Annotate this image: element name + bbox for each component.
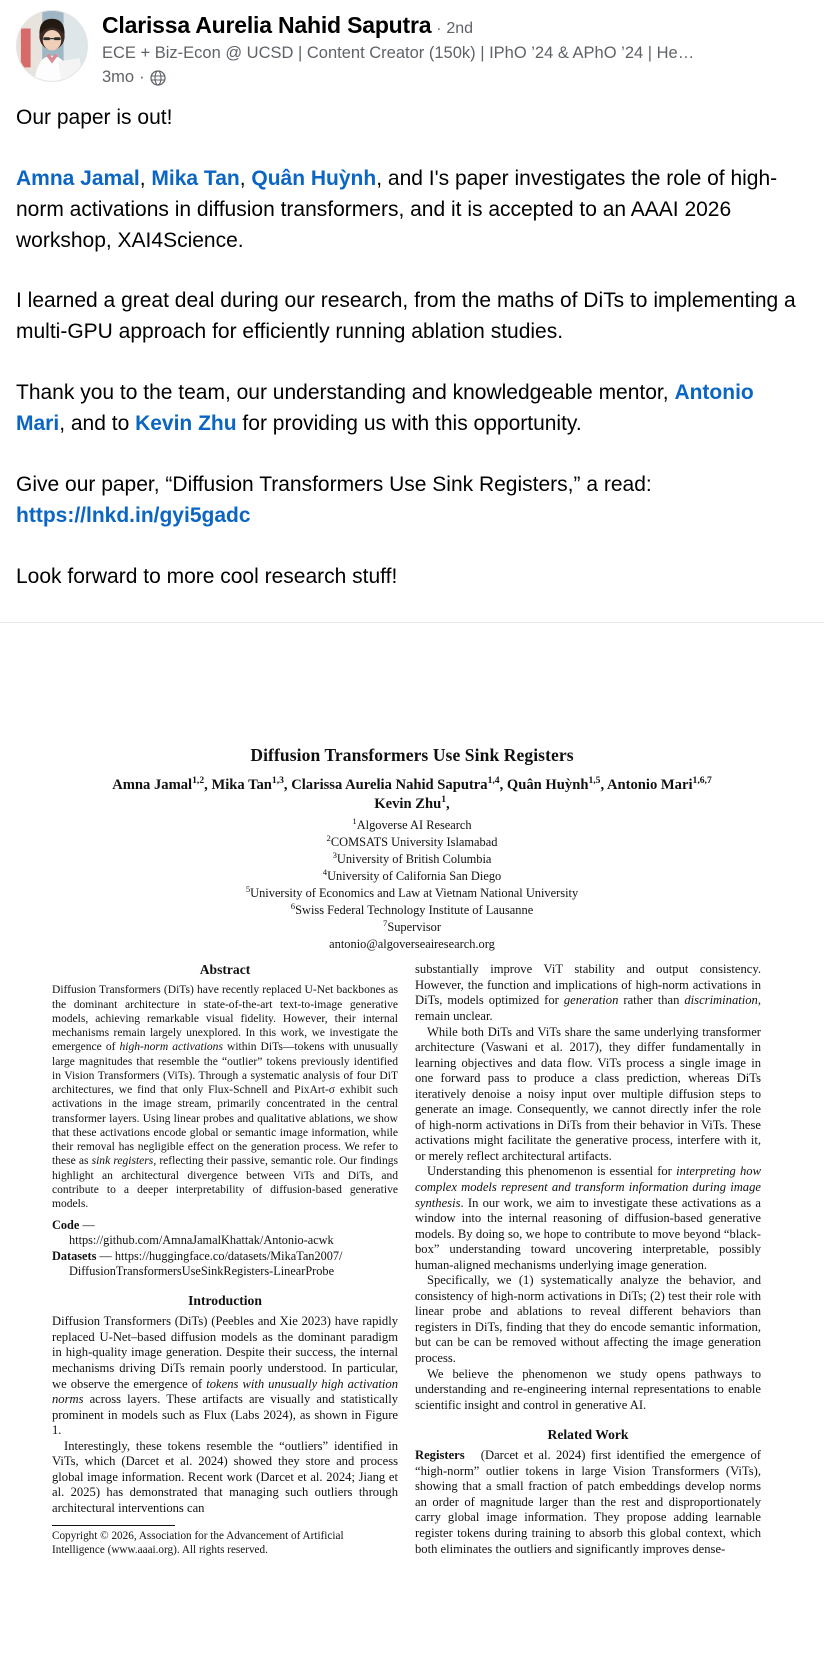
right3-part-b: . In our work, we aim to investigate these activations as a window into the internal reasoning of diffusion-based generative models. By doing so, we hope to contribute to move beyond “black-box” understanding toward uncovering interpretable, possibly human-aligned mechanisms underlying image generation. [415,1195,761,1272]
post-paragraph-1: Our paper is out! [16,106,173,129]
affiliation-sup: 6 [290,901,296,912]
author-sep: , [446,796,450,813]
post-paragraph-2-rest: , and I's paper investigates the role of high-norm activations in diffusion transformers, and it is accepted to an AAAI 2026 workshop, XAI4Science. [16,166,778,252]
datasets-label: Datasets [52,1249,97,1264]
affiliation-item [52,918,772,935]
section-gap-right [415,1413,761,1427]
registers-label: Registers [415,1448,465,1463]
abstract-italic-2: sink registers [91,1155,154,1168]
post-paragraph-4 [16,378,808,440]
code-dash: — [79,1218,95,1233]
linkedin-post [0,0,824,623]
affiliation-sup: 4 [322,867,328,878]
post-header [0,0,824,91]
post-paragraph-3: I learned a great deal during our research, from the maths of DiTs to implementing a multi-GPU approach for efficiently running ablation studies. [16,289,796,344]
author-name-text: Antonio Mari [606,777,693,794]
paper-top-margin [0,623,824,745]
mention-antonio-mari[interactable]: Antonio Mari [16,381,754,436]
author-entry [607,777,712,793]
abstract-part-2: within DiTs—tokens with unusually large magnitudes that resemble the “outlier” tokens previously identified in Vision Transformers (ViTs). Through a systematic analysis of four DiT architectures, we find that only Flux-Schnell and PixArt-σ exhibit such activations in the image stream, primarily concentrated in the central transformer layers. Using linear probes and qualitative ablations, we show that these activations encode global or semantic image information, while their removal has negligible effect on the generation process. We refer to these as [52,1041,399,1168]
affiliation-sup: 2 [326,833,331,844]
author-affil-sup: 1,2 [192,775,205,787]
author-block [88,10,808,87]
meta-separator: · [139,68,145,86]
paper-title: Diffusion Transformers Use Sink Registers [250,745,574,766]
affiliation-text: University of California San Diego [327,869,502,884]
right-paragraph-1 [415,962,761,1024]
thanks-suffix: for providing us with this opportunity. [236,412,582,436]
author-name-text: Quân Huỳnh [506,777,589,794]
author-entry [211,777,291,793]
affiliation-text: University of British Columbia [336,852,492,867]
abstract-heading: Abstract [199,962,251,978]
abstract-italic-1: high-norm activations [119,1041,223,1054]
right3-italic: interpreting how complex models represent and transform information during image synthesis [415,1164,761,1210]
author-name-text: Kevin Zhu [374,796,442,813]
post-meta [102,68,808,87]
affiliation-text: COMSATS University Islamabad [330,835,498,850]
author-affil-sup: 1 [441,794,447,806]
author-sep: , [499,777,507,794]
paper-read-prefix: Give our paper, “Diffusion Transformers Use Sink Registers,” a read: [16,472,652,496]
author-entry [507,777,607,793]
right-italic-2: discrimination [684,993,758,1008]
affiliation-sup: 1 [352,816,357,827]
paper-affiliations [52,816,772,935]
affiliation-item [52,867,772,884]
post-paragraph-5 [16,470,808,532]
post-body [0,91,824,608]
affiliation-item [52,833,772,850]
mention-quan-huynh[interactable]: Quân Huỳnh [251,166,377,190]
affiliation-item [52,816,772,833]
paper-page [0,745,824,1565]
contact-email: antonio@algoverseairesearch.org [329,937,495,952]
post-paragraph-2 [16,164,808,257]
right-paragraph-4: Specifically, we (1) systematically analyze the behavior, and consistency of high-norm activations in DiTs; (2) test their role with linear probe and ablations to reveal different behaviors than registers in DiTs, finding that they do encode semantic information, but can be can be removed without affecting the image generation process. [415,1273,761,1366]
right-part-a: substantially improve ViT stability and output consistency. However, the function and implications of high-norm activations in DiTs, models optimized for [415,962,761,1008]
paper-authors [52,775,772,813]
affiliation-sup: 5 [245,884,251,895]
datasets-url-part2[interactable]: DiffusionTransformersUseSinkRegisters-LinearProbe [69,1264,335,1279]
affiliation-text: Swiss Federal Technology Institute of Lausanne [295,903,534,918]
intro-paragraph-2: Interestingly, these tokens resemble the “outliers” identified in ViTs, which (Darcet et al. 2024) showed they store and process global image information. Recent work (Darcet et al. 2024; Jiang et al. 2025) has demonstrated that managing such outliers through architectural interventions can [52,1438,398,1515]
affiliation-text: University of Economics and Law at Vietnam National University [250,886,579,901]
paper-left-column [52,962,398,1557]
affiliation-item [52,884,772,901]
introduction-heading: Introduction [188,1293,262,1309]
registers-paragraph [415,1448,761,1557]
related-work-heading: Related Work [547,1427,629,1443]
thanks-prefix: Thank you to the team, our understanding and knowledgeable mentor, [16,381,675,405]
intro-paragraph-1 [52,1314,398,1438]
post-timestamp: 3mo [102,68,135,86]
author-headline: ECE + Biz-Econ @ UCSD | Content Creator (150k) | IPhO ’24 & APhO ’24 | He… [102,44,695,62]
right3-part-a: Understanding this phenomenon is essential for [427,1164,677,1179]
datasets-dash: — [96,1249,115,1264]
abstract-part-1: Diffusion Transformers (DiTs) have recently replaced U-Net backbones as the dominant architecture in state-of-the-art text-to-image generative models, achieving remarkable visual fidelity. However, their internal mechanisms remain largely unexplored. In this work, we investigate the emergence of [52,984,398,1054]
code-resource [52,1218,398,1248]
intro-part-b: across layers. These artifacts are visually and statistically prominent in models such as Flux (Labs 2024), as shown in Figure 1. [52,1392,398,1438]
intro-italic: tokens with unusually high activation norms [52,1376,398,1407]
right-part-c: , remain unclear. [415,993,761,1023]
author-name-text: Mika Tan [211,777,272,794]
paper-columns [52,962,772,1557]
mention-mika-tan[interactable]: Mika Tan [151,166,240,190]
author-separator: · [436,20,442,37]
author-sep: , [600,777,607,794]
mention-kevin-zhu[interactable]: Kevin Zhu [135,412,237,436]
right-paragraph-5: We believe the phenomenon we study opens pathways to understanding and re-engineering internal representations to enable scientific insight and control in generative AI. [415,1366,761,1412]
affiliation-text: Algoverse AI Research [356,818,472,833]
author-sep: , [204,777,212,794]
author-entry [112,777,211,793]
author-affil-sup: 1,6,7 [692,775,712,787]
author-name-text: Amna Jamal [112,777,193,794]
code-url[interactable]: https://github.com/AmnaJamalKhattak/Antonio-acwk [69,1233,334,1248]
abstract-part-3: , reflecting their passive, semantic role. Our findings highlight an architectural divergence between ViTs and DiTs, and contribute to a deeper interpretability of diffusion-based generative models. [52,1155,398,1211]
mention-amna-jamal[interactable]: Amna Jamal [16,166,140,190]
datasets-url-part1[interactable]: https://huggingface.co/datasets/MikaTan2007/ [114,1249,343,1264]
intro-part-a: Diffusion Transformers (DiTs) (Peebles and Xie 2023) have rapidly replaced U-Net–based diffusion models as the dominant paradigm in high-quality image generation. Despite their success, the internal mechanisms driving DiTs remain poorly understood. In particular, we observe the emergence of [52,1314,398,1391]
comma-1: , [139,166,152,190]
paper-preview-image[interactable] [0,623,824,1565]
author-entry [291,777,507,793]
right-paragraph-2: While both DiTs and ViTs share the same underlying transformer architecture (Vaswani et al. 2017), they differ fundamentally in learning objectives and data flow. ViTs process a single image in one forward pass to produce a class prediction, whereas DiTs iteratively denoise a noisy input over multiple diffusion steps to generate an image. Consequently, we cannot directly infer the role of high-norm activations in DiTs from their behavior in ViTs. These activations might facilitate the generative process, interfere with it, or merely reflect architectural artifacts. [415,1024,761,1163]
author-affil-sup: 1,3 [271,775,284,787]
author-entry-line2 [52,794,772,813]
paper-right-column [415,962,761,1557]
author-sep: , [283,777,292,794]
code-label: Code [52,1218,80,1233]
author-name[interactable]: Clarissa Aurelia Nahid Saputra [102,12,432,38]
post-paragraph-6: Look forward to more cool research stuff! [16,564,398,588]
globe-icon [150,70,166,86]
thanks-middle: , and to [59,412,136,436]
registers-text: (Darcet et al. 2024) first identified the emergence of “high-norm” outlier tokens in large Vision Transformers (ViTs), showing that a small fraction of patch embeddings develop norms an order of magnitude larger than the rest and disproportionately carry global image information. They propose adding learnable register tokens during training to absorb this global context, which both eliminates the outliers and significantly improves dense- [415,1448,761,1556]
section-gap [52,1279,398,1293]
affiliation-text: Supervisor [387,920,442,935]
comma-2: , [239,166,252,190]
avatar-photo [17,11,87,81]
right-italic-1: generation [563,993,619,1008]
paper-link[interactable]: https://lnkd.in/gyi5gadc [16,503,251,527]
avatar[interactable] [16,10,88,82]
right-part-b: rather than [618,993,685,1008]
affiliation-item [52,850,772,867]
datasets-resource [52,1249,398,1279]
author-name-text: Clarissa Aurelia Nahid Saputra [291,777,488,794]
right-paragraph-3 [415,1164,761,1273]
author-affil-sup: 1,4 [487,775,500,787]
affiliation-item [52,901,772,918]
affiliation-sup: 3 [332,850,337,861]
author-line [102,12,808,39]
connection-degree: 2nd [446,20,474,37]
copyright-footnote: Copyright © 2026, Association for the Advancement of Artificial Intelligence (www.aaai.org). All rights reserved. [52,1525,398,1557]
affiliation-sup: 7 [382,918,388,929]
author-affil-sup: 1,5 [588,775,601,787]
abstract-text [52,983,398,1211]
